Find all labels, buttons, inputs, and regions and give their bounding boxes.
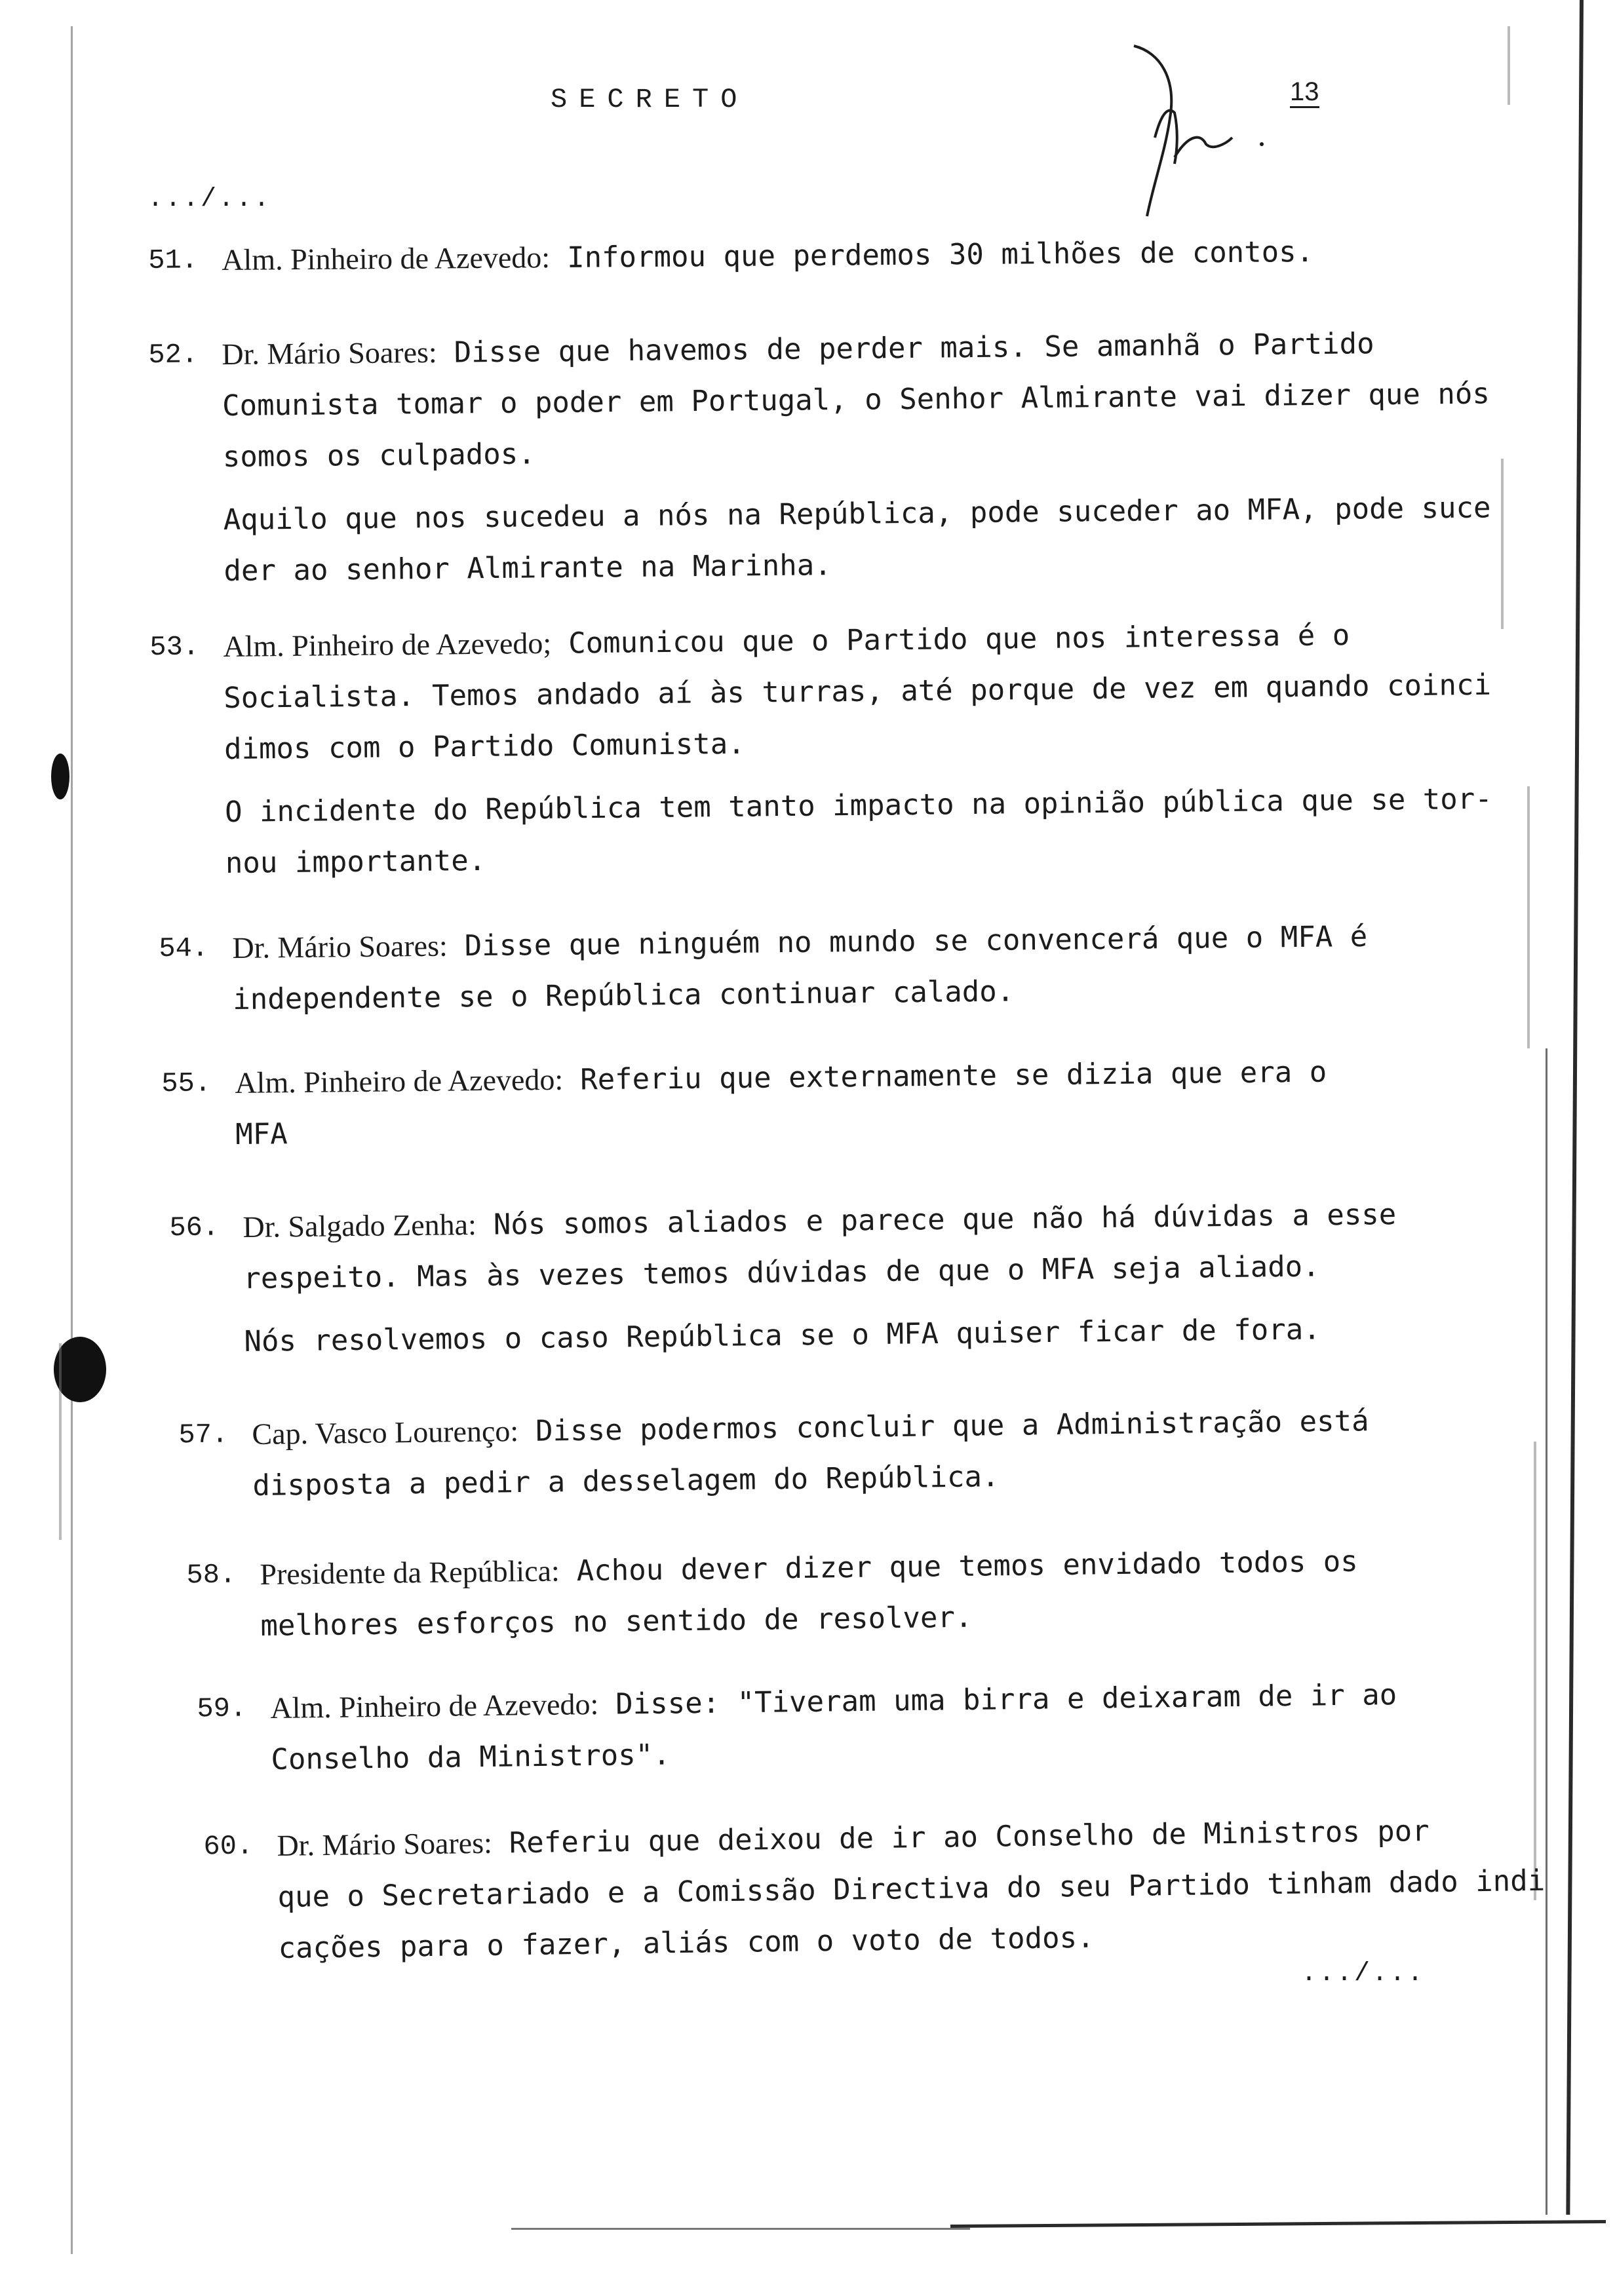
scan-bottom-line-left xyxy=(511,2228,970,2230)
entry-text: Conselho da Ministros". xyxy=(271,1738,671,1776)
entry-number: 53. xyxy=(149,631,200,664)
continues-marker: .../... xyxy=(1301,1959,1426,1989)
entry-number: 60. xyxy=(203,1830,254,1863)
minutes-entry xyxy=(148,316,1492,597)
entry-text: Disse podermos concluir que a Administração está xyxy=(535,1404,1369,1448)
minutes-entry xyxy=(148,226,1314,286)
entry-speaker: Dr. Mário Soares: xyxy=(232,928,448,965)
entry-text: Nós resolvemos o caso República se o MFA quiser ficar de fora. xyxy=(244,1312,1321,1358)
entry-text: cações para o fazer, aliás com o voto de todos. xyxy=(278,1921,1095,1965)
entry-number: 51. xyxy=(148,244,199,277)
entry-number: 58. xyxy=(186,1559,237,1592)
minutes-entry xyxy=(169,1189,1398,1368)
entry-number: 59. xyxy=(197,1693,247,1725)
entry-text: Referiu que deixou de ir ao Conselho de Ministros por xyxy=(509,1814,1430,1860)
scan-speckle xyxy=(59,1343,62,1540)
minutes-entry xyxy=(161,1046,1327,1160)
entry-speaker: Presidente da República: xyxy=(260,1554,560,1591)
entry-number: 52. xyxy=(148,339,199,372)
handwritten-initials-signature xyxy=(1114,39,1298,229)
entry-text: Disse: "Tiveram uma birra e deixaram de ir ao xyxy=(615,1677,1397,1721)
punch-hole-mark-upper xyxy=(51,754,69,799)
entry-text: Comunicou que o Partido que nos interessa é o xyxy=(568,618,1350,660)
minutes-entry xyxy=(186,1536,1359,1652)
entry-speaker: Alm. Pinheiro de Azevedo: xyxy=(235,1062,564,1100)
entry-text: independente se o República continuar calado. xyxy=(232,974,1015,1016)
scan-right-margin-line xyxy=(1566,0,1584,2215)
entry-text: Disse que ninguém no mundo se convencerá que o MFA é xyxy=(464,919,1368,963)
entry-text: O incidente do República tem tanto impacto na opinião pública que se tor- xyxy=(224,782,1493,829)
continued-from-marker: .../... xyxy=(147,185,272,214)
scan-speckle xyxy=(1508,26,1510,105)
entry-text: somos os culpados. xyxy=(222,437,535,474)
entry-number: 57. xyxy=(178,1419,229,1451)
entry-text: respeito. Mas às vezes temos dúvidas de que o MFA seja aliado. xyxy=(243,1250,1320,1295)
entry-speaker: Dr. Mário Soares: xyxy=(277,1826,493,1862)
minutes-entry xyxy=(149,608,1493,889)
entry-text: MFA xyxy=(235,1117,288,1151)
entry-text: Aquilo que nos sucedeu a nós na República, pode suceder ao MFA, pode suce xyxy=(223,491,1491,537)
entry-text: dimos com o Partido Comunista. xyxy=(224,727,745,766)
scan-left-edge xyxy=(71,26,73,2254)
entry-text: Comunista tomar o poder em Portugal, o Senhor Almirante vai dizer que nós xyxy=(222,377,1490,423)
entry-speaker: Alm. Pinheiro de Azevedo: xyxy=(270,1687,599,1725)
entry-speaker: Dr. Salgado Zenha: xyxy=(243,1207,477,1244)
entry-text: nou importante. xyxy=(225,843,486,880)
entry-text: Disse que havemos de perder mais. Se amanhã o Partido xyxy=(454,327,1374,370)
scan-right-margin-line-inner xyxy=(1546,1048,1547,2215)
minutes-entry xyxy=(203,1804,1546,1974)
entry-text: Achou dever dizer que temos envidado todos os xyxy=(576,1544,1359,1588)
entry-text: disposta a pedir a desselagem do República. xyxy=(252,1460,1000,1502)
entry-text: Informou que perdemos 30 milhões de contos. xyxy=(566,235,1314,275)
minutes-entry xyxy=(178,1395,1370,1512)
entry-speaker: Dr. Mário Soares: xyxy=(222,335,437,371)
entry-text: der ao senhor Almirante na Marinha. xyxy=(224,548,832,588)
page-number: 13 xyxy=(1290,77,1319,108)
entry-text: que o Secretariado e a Comissão Directiva do seu Partido tinham dado indi xyxy=(277,1864,1546,1914)
entry-number: 54. xyxy=(159,932,209,965)
entry-line xyxy=(222,226,1313,286)
entry-speaker: Alm. Pinheiro de Azevedo: xyxy=(222,240,551,277)
minutes-entry xyxy=(197,1669,1398,1786)
minutes-entry xyxy=(159,911,1368,1025)
entry-speaker: Cap. Vasco Lourenço: xyxy=(252,1414,519,1451)
punch-hole-mark-lower xyxy=(54,1337,106,1402)
entry-text: Referiu que externamente se dizia que era o xyxy=(579,1055,1327,1097)
entry-number: 56. xyxy=(169,1212,220,1244)
scan-bottom-line xyxy=(950,2220,1606,2228)
classification-heading: SECRETO xyxy=(551,84,749,115)
entry-text: Socialista. Temos andado aí às turras, até porque de vez em quando coinci xyxy=(223,668,1492,715)
entry-text: Nós somos aliados e parece que não há dúvidas a esse xyxy=(493,1198,1397,1242)
scan-speckle xyxy=(1501,459,1504,629)
scan-speckle xyxy=(1527,786,1530,1048)
entry-speaker: Alm. Pinheiro de Azevedo; xyxy=(223,626,552,663)
entry-number: 55. xyxy=(161,1067,212,1100)
entry-text: melhores esforços no sentido de resolver. xyxy=(260,1600,973,1643)
